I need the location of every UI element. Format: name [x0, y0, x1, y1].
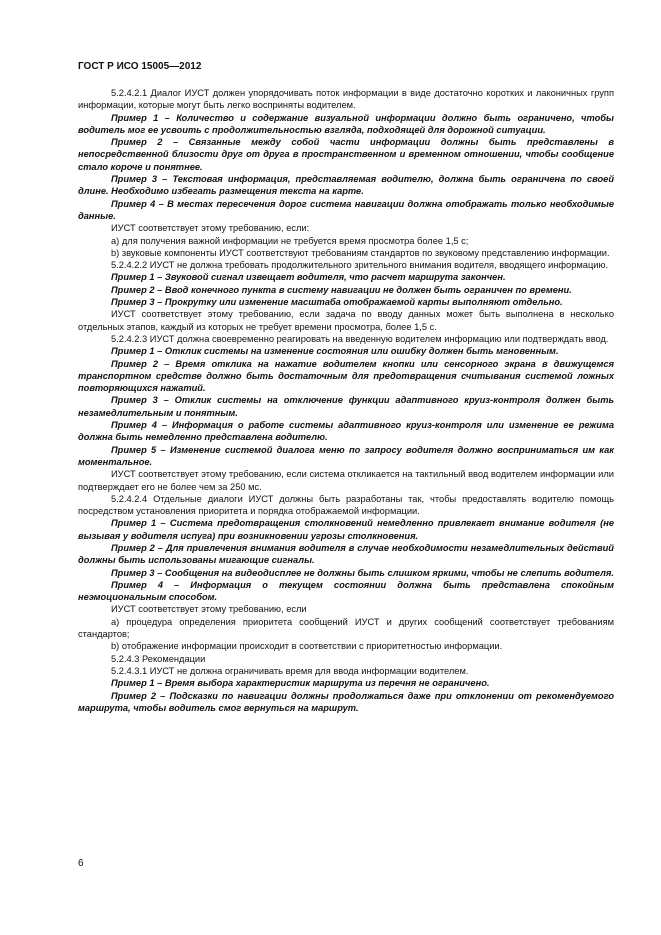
example-paragraph: Пример 3 – Отклик системы на отключение функции адаптивного круиз-контроля должен быть незамедлительным и понятным.	[78, 395, 614, 418]
example-paragraph: Пример 2 – Время отклика на нажатие водителем кнопки или сенсорного экрана в движущемся транспортном средстве должно быть достаточным для предотвращения считывания системой ложных повторяющихся нажатий.	[78, 358, 614, 394]
example-paragraph: Пример 1 – Время выбора характеристик маршрута из перечня не ограничено.	[111, 678, 490, 689]
body-paragraph: b) отображение информации происходит в соответствии с приоритетностью информации.	[111, 641, 503, 652]
body-paragraph: ИУСТ соответствует этому требованию, если	[111, 604, 307, 615]
example-paragraph: Пример 2 – Связанные между собой части информации должны быть представлены в непосредственной близости друг от друга в пространственном и временном отношении, чтобы сообщение стало короче и понятнее.	[78, 137, 614, 172]
body-paragraph: ИУСТ соответствует этому требованию, если система откликается на тактильный ввод водителем информации или подтверждает его не более чем за 250 мс.	[78, 469, 614, 492]
example-paragraph: Пример 3 – Сообщения на видеодисплее не должны быть слишком яркими, чтобы не слепить водителя.	[111, 567, 614, 578]
example-paragraph: Пример 2 – Для привлечения внимания водителя в случае необходимости незамедлительных действий должны быть использованы мигающие сигналы.	[78, 542, 614, 566]
example-paragraph: Пример 1 – Отклик системы на изменение состояния или ошибку должен быть мгновенным.	[111, 346, 559, 357]
body-paragraph: 5.2.4.2.4 Отдельные диалоги ИУСТ должны быть разработаны так, чтобы предоставлять водителю помощь посредством установления приоритета и порядка отображаемой информации.	[78, 493, 614, 517]
example-paragraph: Пример 3 – Прокрутку или изменение масштаба отображаемой карты выполняют отдельно.	[111, 297, 563, 308]
example-paragraph: Пример 4 – Информация о работе системы адаптивного круиз-контроля или изменение ее режима должна быть немедленно представлена водителю.	[78, 420, 614, 443]
example-paragraph: Пример 2 – Ввод конечного пункта в систему навигации не должен быть ограничен по времени.	[111, 284, 572, 295]
body-paragraph: ИУСТ соответствует этому требованию, если задача по вводу данных может быть выполнена в несколько отдельных этапов, каждый из которых не требует времени просмотра, более 1,5 с.	[78, 309, 614, 332]
body-paragraph: b) звуковые компоненты ИУСТ соответствуют требованиям стандартов по звуковому представлению информации.	[111, 247, 610, 258]
example-paragraph: Пример 5 – Изменение системой диалога меню по запросу водителя должно восприниматься им как моментальное.	[78, 444, 614, 467]
example-paragraph: Пример 3 – Текстовая информация, представляемая водителю, должна быть ограничена по своей длине. Необходимо избегать размещения текста на карте.	[78, 174, 614, 197]
example-paragraph: Пример 1 – Система предотвращения столкновений немедленно привлекает внимание водителя (не вызывая у водителя испуга) при возникновении угрозы столкновения.	[78, 518, 614, 541]
body-paragraph: a) для получения важной информации не требуется время просмотра более 1,5 с;	[111, 235, 469, 246]
body-paragraph: 5.2.4.2.3 ИУСТ должна своевременно реагировать на введенную водителем информацию или подтверждать ввод.	[111, 333, 609, 344]
body-paragraph: a) процедура определения приоритета сообщений ИУСТ и других сообщений соответствует требованиям стандартов;	[78, 616, 614, 640]
example-paragraph: Пример 1 – Звуковой сигнал извещает водителя, что расчет маршрута закончен.	[111, 272, 506, 283]
page-number: 6	[78, 858, 84, 869]
body-paragraph: 5.2.4.2.2 ИУСТ не должна требовать продолжительного зрительного внимания водителя, вводящего информацию.	[111, 260, 609, 271]
example-paragraph: Пример 4 – Информация о текущем состоянии должна быть представлена спокойным неэмоциональным способом.	[78, 579, 614, 603]
body-paragraph: 5.2.4.3.1 ИУСТ не должна ограничивать время для ввода информации водителем.	[111, 665, 469, 676]
body-paragraph: ИУСТ соответствует этому требованию, если:	[111, 223, 310, 234]
example-paragraph: Пример 2 – Подсказки по навигации должны продолжаться даже при отклонении от рекомендуемого маршрута, чтобы водитель смог вернуться на маршрут.	[78, 690, 614, 713]
document-body	[78, 87, 614, 714]
document-header: ГОСТ Р ИСО 15005—2012	[78, 61, 202, 72]
example-paragraph: Пример 1 – Количество и содержание визуальной информации должно быть ограничено, чтобы водитель мог ее усвоить с продолжительностью взгляда, подходящей для дорожной ситуации.	[78, 112, 614, 135]
body-paragraph: 5.2.4.3 Рекомендации	[111, 653, 206, 664]
example-paragraph: Пример 4 – В местах пересечения дорог система навигации должна отображать только необходимые данные.	[78, 198, 614, 221]
body-paragraph: 5.2.4.2.1 Диалог ИУСТ должен упорядочивать поток информации в виде достаточно коротких и лаконичных групп информации, которые могут быть легко восприняты водителем.	[78, 88, 614, 111]
